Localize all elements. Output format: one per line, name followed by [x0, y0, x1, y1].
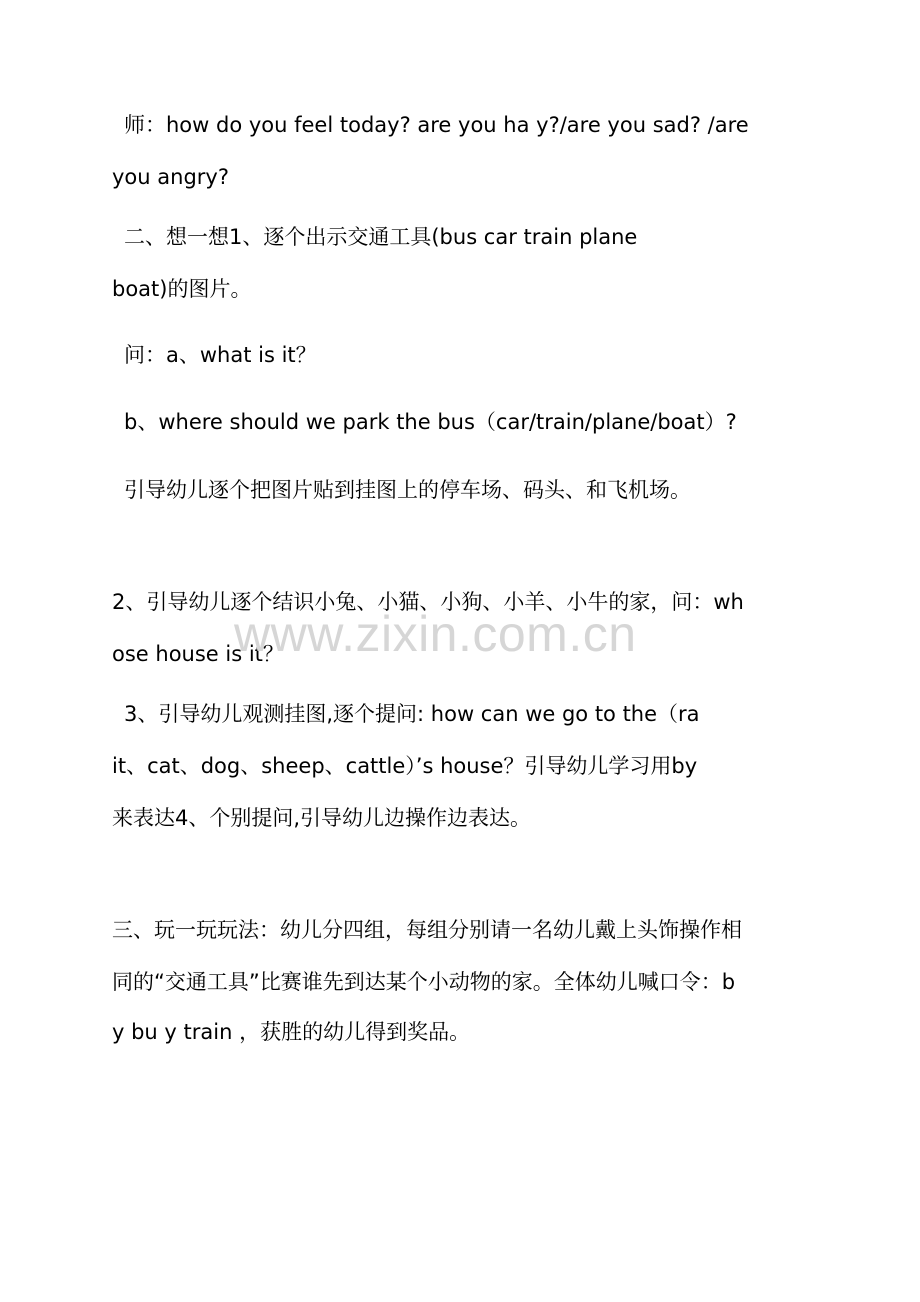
text-line: you angry? — [112, 165, 229, 189]
text-line: 来表达4、个别提问,引导幼儿边操作边表达。 — [112, 806, 532, 830]
text-line: 引导幼儿逐个把图片贴到挂图上的停车场、码头、和飞机场。 — [124, 478, 691, 502]
text-line: 3、引导幼儿观测挂图,逐个提问: how can we go to the（ra — [124, 702, 700, 726]
text-line: 二、想一想1、逐个出示交通工具(bus car train plane — [124, 225, 638, 249]
text-line: ose house is it？ — [112, 642, 284, 666]
text-line: 师：how do you feel today? are you ha y?/are you sad? /are — [124, 113, 749, 137]
text-line: y bu y train ，获胜的幼儿得到奖品。 — [112, 1020, 471, 1044]
text-line: 2、引导幼儿逐个结识小兔、小猫、小狗、小羊、小牛的家，问：wh — [112, 590, 744, 614]
watermark: www.zixin.com.cn — [234, 606, 637, 662]
text-line: 问：a、what is it？ — [124, 343, 317, 367]
text-line: it、cat、dog、sheep、cattle）’s house？引导幼儿学习用by — [112, 754, 698, 778]
text-line: 同的“交通工具”比赛谁先到达某个小动物的家。全体幼儿喊口令：b — [112, 970, 736, 994]
text-line: b、where should we park the bus（car/train/plane/boat）? — [124, 410, 737, 434]
text-line: 三、玩一玩玩法：幼儿分四组，每组分别请一名幼儿戴上头饰操作相 — [112, 918, 742, 942]
text-line: boat)的图片。 — [112, 277, 252, 301]
